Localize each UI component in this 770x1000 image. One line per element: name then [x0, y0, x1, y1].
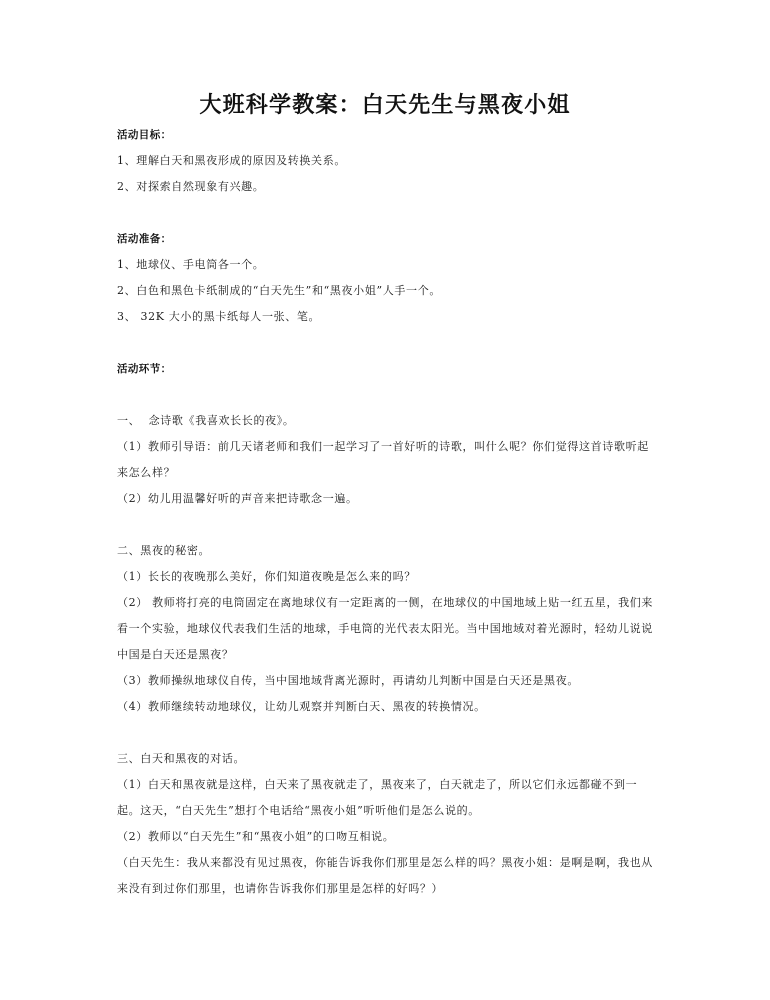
preparation-heading: 活动准备： [117, 233, 172, 245]
document-title: 大班科学教案：白天先生与黑夜小姐 [199, 92, 571, 118]
blank-line [117, 382, 677, 408]
paragraph-line: （1）白天和黑夜就是这样，白天来了黑夜就走了，黑夜来了，白天就走了，所以它们永远都碰不到一 [117, 778, 638, 791]
blank-line [117, 200, 677, 226]
paragraph-line: （1）长长的夜晚那么美好，你们知道夜晚是怎么来的吗？ [117, 570, 416, 583]
preparation-item: 1、地球仪、手电筒各一个。 [117, 258, 265, 271]
preparation-item: 2、白色和黑色卡纸制成的“白天先生”和“黑夜小姐”人手一个。 [117, 284, 441, 297]
blank-line [117, 330, 677, 356]
paragraph-line: 来怎么样？ [117, 466, 176, 479]
step-paragraph [117, 434, 677, 486]
paragraph-line: （1）教师引导语：前几天诸老师和我们一起学习了一首好听的诗歌，叫什么呢？你们觉得这首诗歌听起 [117, 440, 649, 453]
step-paragraph [117, 486, 677, 512]
step-title: 三、白天和黑夜的对话。 [117, 752, 246, 765]
paragraph-line: （2）幼儿用温馨好听的声音来把诗歌念一遍。 [117, 492, 358, 505]
step-paragraph [117, 850, 677, 902]
paragraph-line: （3）教师操纵地球仪自传，当中国地域背离光源时，再请幼儿判断中国是白天还是黑夜。 [117, 674, 579, 687]
step-paragraph [117, 824, 677, 850]
step-paragraph [117, 564, 677, 590]
step-paragraph [117, 772, 677, 824]
process-heading: 活动环节： [117, 363, 172, 375]
paragraph-line: （4）教师继续转动地球仪，让幼儿观察并判断白天、黑夜的转换情况。 [117, 700, 486, 713]
paragraph-line: 来没有到过你们那里，也请你告诉我你们那里是怎样的好吗？） [117, 882, 444, 895]
paragraph-line: （2） 教师将打亮的电筒固定在离地球仪有一定距离的一侧，在地球仪的中国地域上贴一红五星，我们来 [117, 596, 654, 609]
step-paragraph [117, 694, 677, 720]
paragraph-line: 看一个实验，地球仪代表我们生活的地球，手电筒的光代表太阳光。当中国地域对着光源时，轻幼儿说说 [117, 622, 653, 635]
step-title: 二、黑夜的秘密。 [117, 544, 211, 557]
step-title: 一、 念诗歌《我喜欢长长的夜》。 [117, 414, 295, 427]
preparation-item: 3、 32K 大小的黑卡纸每人一张、笔。 [117, 310, 321, 323]
blank-line [117, 720, 677, 746]
step-paragraph [117, 590, 677, 668]
document-body [117, 122, 677, 902]
paragraph-line: （2）教师以“白天先生”和“黑夜小姐”的口吻互相说。 [117, 830, 395, 843]
goal-item: 2、对探索自然现象有兴趣。 [117, 180, 265, 193]
goals-heading: 活动目标： [117, 129, 172, 141]
goal-item: 1、理解白天和黑夜形成的原因及转换关系。 [117, 154, 346, 167]
paragraph-line: 起。这天，“白天先生”想打个电话给“黑夜小姐”听听他们是怎么说的。 [117, 804, 480, 817]
step-paragraph [117, 668, 677, 694]
paragraph-line: （白天先生：我从来都没有见过黑夜，你能告诉我你们那里是怎么样的吗？黑夜小姐：是啊是啊，我也从 [117, 856, 653, 869]
paragraph-line: 中国是白天还是黑夜？ [117, 648, 234, 661]
blank-line [117, 512, 677, 538]
